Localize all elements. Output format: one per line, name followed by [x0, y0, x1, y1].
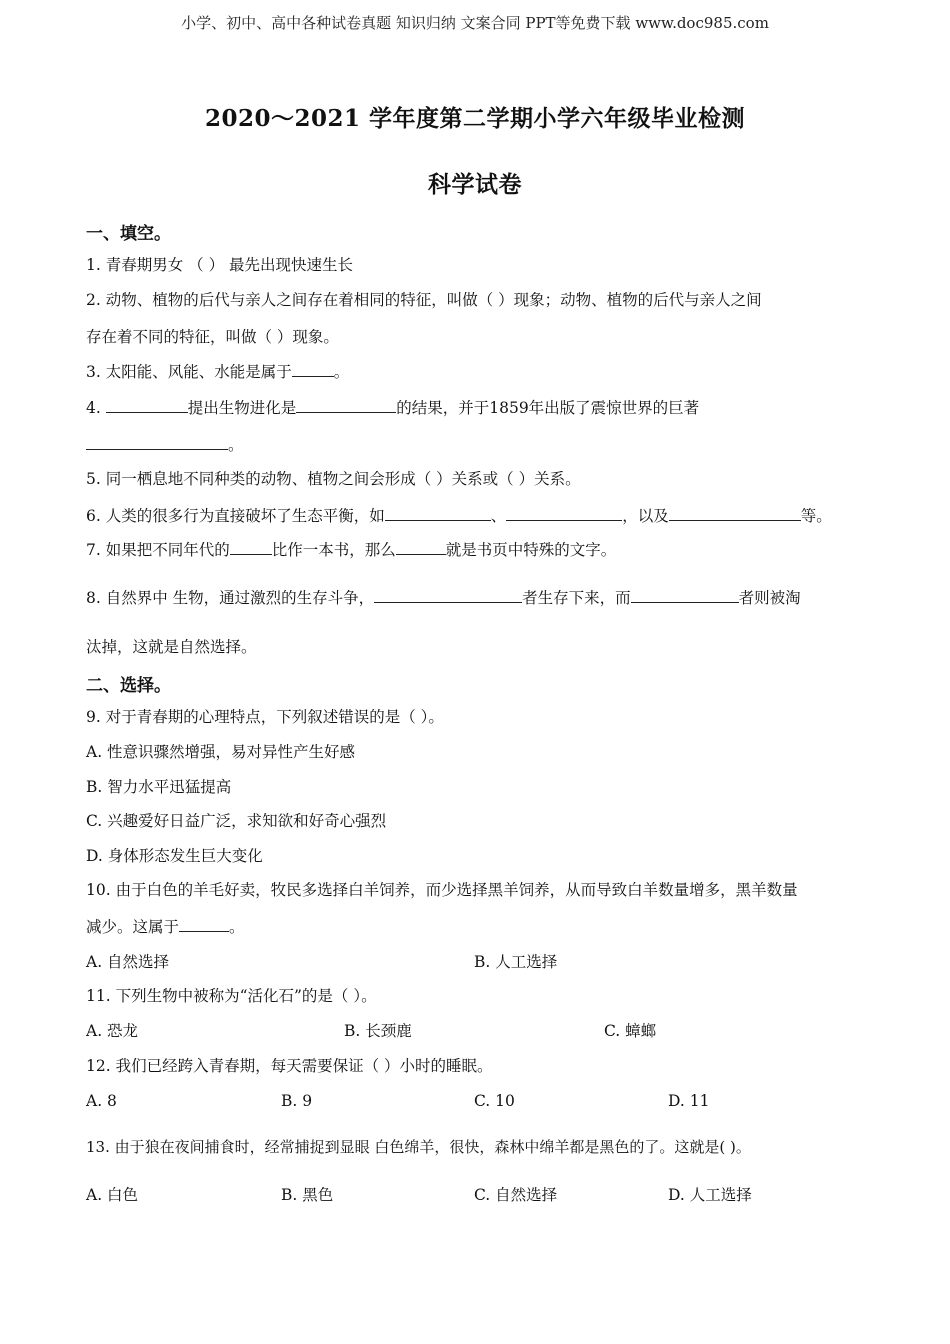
answer-blank[interactable] — [385, 505, 491, 521]
question-5: 5. 同一栖息地不同种类的动物、植物之间会形成（ ）关系或（ ）关系。 — [86, 470, 581, 488]
question-12: 12. 我们已经跨入青春期，每天需要保证（ ）小时的睡眠。 — [86, 1057, 493, 1075]
exam-title: 2020～2021 学年度第二学期小学六年级毕业检测 — [204, 105, 746, 132]
question-10-line-2 — [86, 916, 245, 937]
question-11-option-a[interactable]: A. 恐龙 — [86, 1022, 139, 1040]
question-6-end: 等。 — [800, 507, 832, 525]
question-8-text-3: 者则被淘 — [738, 589, 801, 607]
question-11: 11. 下列生物中被称为“活化石”的是（ ）。 — [86, 987, 377, 1005]
question-3-text: 3. 太阳能、风能、水能是属于 — [86, 363, 292, 381]
question-13: 13. 由于狼在夜间捕食时，经常捕捉到显眼 白色绵羊，很快，森林中绵羊都是黑色的了。这就是( )。 — [86, 1138, 751, 1156]
question-7-text-2: 比作一本书，那么 — [271, 541, 396, 559]
answer-blank[interactable] — [230, 539, 272, 555]
question-12-option-a[interactable]: A. 8 — [86, 1092, 117, 1110]
question-6 — [86, 505, 832, 526]
question-3-end: 。 — [333, 363, 350, 381]
question-2-line-2: 存在着不同的特征，叫做（ ）现象。 — [86, 328, 339, 346]
question-7-text: 7. 如果把不同年代的 — [86, 541, 230, 559]
section-choice: 二、选择。 — [86, 676, 171, 696]
question-9: 9. 对于青春期的心理特点，下列叙述错误的是（ ）。 — [86, 708, 444, 726]
question-9-option-a[interactable]: A. 性意识骤然增强，易对异性产生好感 — [86, 743, 356, 761]
question-4 — [86, 397, 699, 418]
question-10-line-1: 10. 由于白色的羊毛好卖，牧民多选择白羊饲养，而少选择黑羊饲养，从而导致白羊数量增多，黑羊数量 — [86, 881, 798, 899]
question-6-sep: 、 — [490, 507, 507, 525]
question-10-option-b[interactable]: B. 人工选择 — [474, 953, 558, 971]
question-13-option-b[interactable]: B. 黑色 — [281, 1186, 334, 1204]
page-header: 小学、初中、高中各种试卷真题 知识归纳 文案合同 PPT等免费下载 www.doc985.com — [181, 14, 769, 32]
answer-blank[interactable] — [86, 434, 228, 450]
question-13-option-d[interactable]: D. 人工选择 — [668, 1186, 752, 1204]
question-9-option-c[interactable]: C. 兴趣爱好日益广泛，求知欲和好奇心强烈 — [86, 812, 387, 830]
section-fill-in: 一、填空。 — [86, 224, 171, 244]
question-8-text: 8. 自然界中 生物，通过激烈的生存斗争， — [86, 589, 375, 607]
answer-blank[interactable] — [396, 539, 446, 555]
question-4-end: 。 — [228, 436, 244, 454]
question-12-option-c[interactable]: C. 10 — [474, 1092, 515, 1110]
question-8-line-2: 汰掉，这就是自然选择。 — [86, 638, 257, 656]
answer-blank[interactable] — [292, 361, 334, 377]
question-6-text-2: ，以及 — [622, 507, 669, 525]
question-11-option-b[interactable]: B. 长颈鹿 — [344, 1022, 412, 1040]
answer-blank[interactable] — [506, 505, 622, 521]
answer-blank[interactable] — [669, 505, 801, 521]
question-7 — [86, 539, 616, 560]
answer-blank[interactable] — [106, 397, 188, 413]
question-2-line-1: 2. 动物、植物的后代与亲人之间存在着相同的特征，叫做（ ）现象；动物、植物的后代与亲人之间 — [86, 291, 762, 309]
answer-blank[interactable] — [631, 587, 739, 603]
exam-subtitle: 科学试卷 — [428, 171, 522, 198]
question-8 — [86, 587, 801, 608]
question-9-option-d[interactable]: D. 身体形态发生巨大变化 — [86, 847, 263, 865]
question-7-end: 就是书页中特殊的文字。 — [445, 541, 617, 559]
answer-blank[interactable] — [296, 397, 396, 413]
question-3 — [86, 361, 349, 382]
question-10-end: 。 — [229, 918, 245, 936]
question-12-option-b[interactable]: B. 9 — [281, 1092, 313, 1110]
question-6-text: 6. 人类的很多行为直接破坏了生态平衡，如 — [86, 507, 385, 525]
question-1: 1. 青春期男女 （ ） 最先出现快速生长 — [86, 256, 353, 274]
question-4-number: 4. — [86, 399, 106, 417]
question-10-text: 减少。这属于 — [86, 918, 180, 936]
answer-blank[interactable] — [374, 587, 522, 603]
question-4-text-2: 的结果，并于1859年出版了震惊世界的巨著 — [396, 399, 700, 417]
answer-blank[interactable] — [179, 916, 229, 932]
question-4-line-2 — [86, 434, 244, 455]
question-12-option-d[interactable]: D. 11 — [668, 1092, 710, 1110]
question-11-option-c[interactable]: C. 蟑螂 — [604, 1022, 657, 1040]
question-10-option-a[interactable]: A. 自然选择 — [86, 953, 170, 971]
question-8-text-2: 者生存下来，而 — [522, 589, 631, 607]
question-13-option-a[interactable]: A. 白色 — [86, 1186, 139, 1204]
question-13-option-c[interactable]: C. 自然选择 — [474, 1186, 558, 1204]
question-4-text-1: 提出生物进化是 — [187, 399, 297, 417]
question-9-option-b[interactable]: B. 智力水平迅猛提高 — [86, 778, 232, 796]
